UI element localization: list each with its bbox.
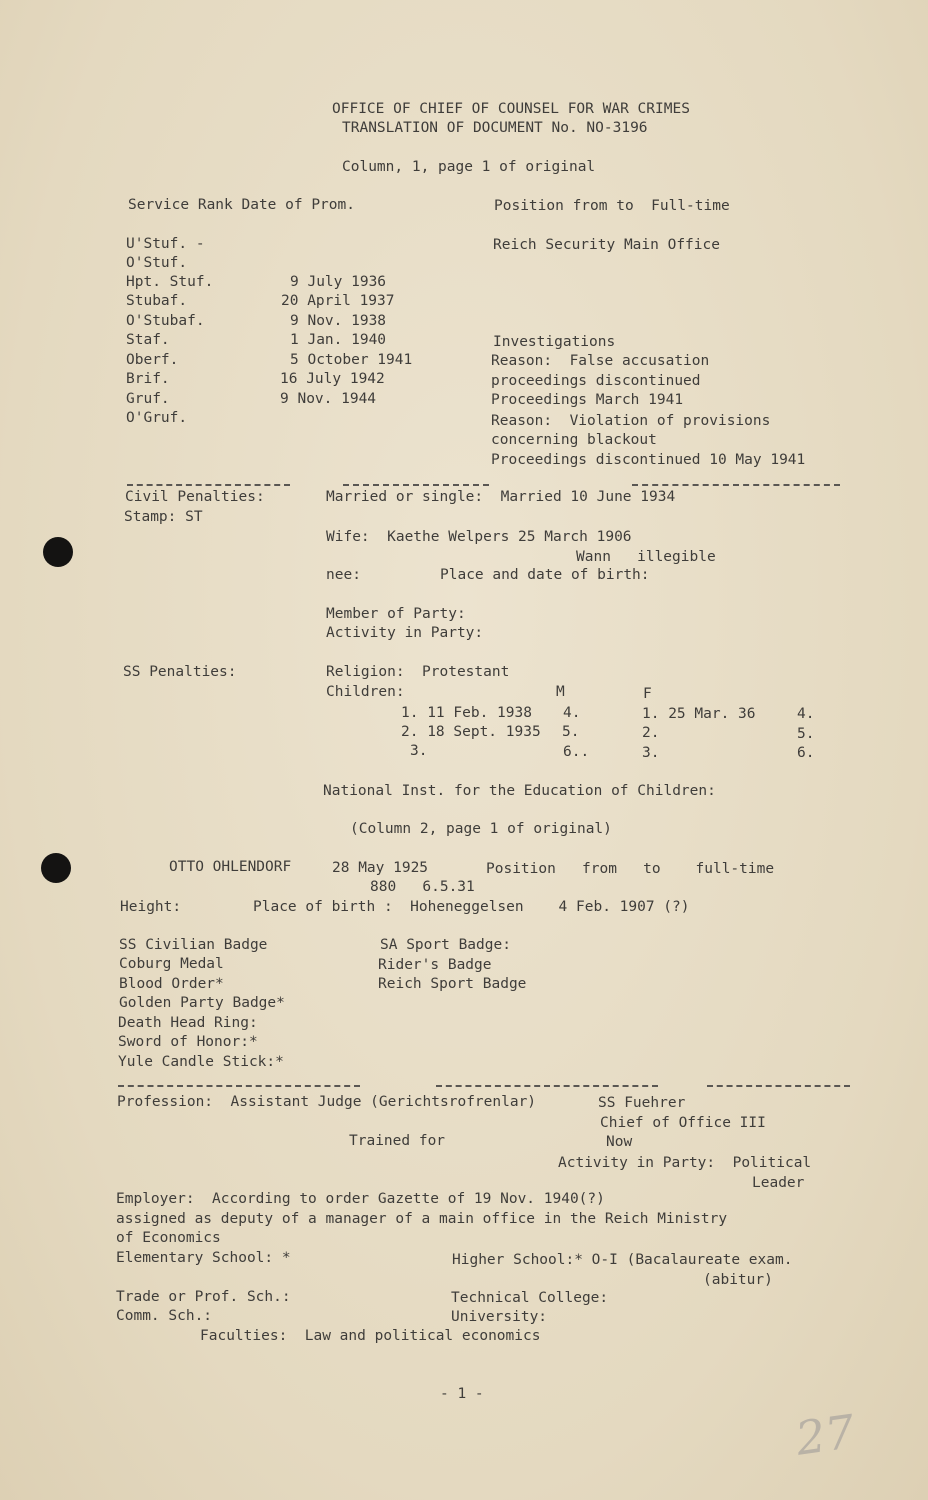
separator-line: [127, 484, 290, 486]
marital-status: Married or single: Married 10 June 1934: [326, 489, 676, 505]
nee-label: nee:: [326, 567, 361, 583]
position-value: Reich Security Main Office: [493, 237, 720, 253]
child-male-extra: 4.: [563, 705, 581, 721]
leader-label: Leader: [752, 1175, 805, 1191]
technical-college: Technical College:: [451, 1290, 609, 1306]
promotion-date: 9 Nov. 1938: [290, 313, 387, 329]
rank-item: Stubaf.: [126, 293, 188, 309]
civil-penalties-label: Civil Penalties:: [125, 489, 265, 505]
ss-title: SS Fuehrer: [598, 1095, 686, 1111]
promotion-date: 1 Jan. 1940: [290, 332, 387, 348]
investigation-line: proceedings discontinued: [491, 373, 701, 389]
investigation-line: Investigations: [493, 334, 616, 350]
child-female-row: 1. 25 Mar. 36: [642, 706, 756, 722]
female-column-header: F: [643, 686, 652, 702]
birth-line: Place of birth : Hoheneggelsen 4 Feb. 1907 (?): [253, 899, 690, 915]
rank-item: Hpt. Stuf.: [126, 274, 214, 290]
office-chief: Chief of Office III: [600, 1115, 766, 1131]
investigation-line: Reason: False accusation: [491, 353, 710, 369]
party-activity-line: Activity in Party: Political: [558, 1155, 812, 1171]
nee-value: Place and date of birth:: [440, 567, 650, 583]
badge-item: Death Head Ring:: [118, 1015, 258, 1031]
employer-line: Employer: According to order Gazette of 19 Nov. 1940(?): [116, 1191, 605, 1207]
national-institute-line: National Inst. for the Education of Children:: [323, 783, 716, 799]
badge-item: Golden Party Badge*: [119, 995, 285, 1011]
membership-numbers: 880 6.5.31: [370, 879, 475, 895]
now-label: Now: [606, 1134, 633, 1150]
punch-hole-top: [43, 537, 73, 567]
badge-item: Yule Candle Stick:*: [118, 1054, 284, 1070]
rank-item: O'Stubaf.: [126, 313, 205, 329]
profession-line: Profession: Assistant Judge (Gerichtsrofrenlar): [117, 1094, 537, 1110]
badge-item: Rider's Badge: [378, 957, 492, 973]
promotion-date: 9 Nov. 1944: [280, 391, 377, 407]
investigation-line: Reason: Violation of provisions: [491, 413, 771, 429]
investigation-line: Proceedings discontinued 10 May 1941: [491, 452, 806, 468]
investigation-line: Proceedings March 1941: [491, 392, 684, 408]
separator-line: [632, 484, 840, 486]
employer-line: of Economics: [116, 1230, 221, 1246]
promotion-date: 16 July 1942: [280, 371, 385, 387]
person-name: OTTO OHLENDORF: [169, 859, 292, 875]
commercial-school: Comm. Sch.:: [116, 1308, 213, 1324]
stamp-label: Stamp: ST: [124, 509, 203, 525]
religion-line: Religion: Protestant: [326, 664, 510, 680]
header-translation: TRANSLATION OF DOCUMENT No. NO-3196: [342, 120, 648, 136]
university: University:: [451, 1309, 548, 1325]
separator-line: [707, 1085, 850, 1087]
rank-item: O'Gruf.: [126, 410, 188, 426]
employer-line: assigned as deputy of a manager of a main office in the Reich Ministry: [116, 1211, 728, 1227]
child-female-extra: 4.: [797, 706, 815, 722]
ss-penalties-label: SS Penalties:: [123, 664, 237, 680]
child-female-extra: 5.: [797, 726, 815, 742]
child-male-extra: 6..: [563, 744, 590, 760]
service-heading: Service Rank Date of Prom.: [128, 197, 355, 213]
child-male-extra: 5.: [562, 724, 580, 740]
header-office: OFFICE OF CHIEF OF COUNSEL FOR WAR CRIMES: [332, 101, 690, 117]
rank-item: O'Stuf.: [126, 255, 188, 271]
promotion-date: 20 April 1937: [281, 293, 395, 309]
rank-item: Brif.: [126, 371, 170, 387]
badge-item: Blood Order*: [119, 976, 224, 992]
punch-hole-bottom: [41, 853, 71, 883]
separator-line: [436, 1085, 658, 1087]
party-member-label: Member of Party:: [326, 606, 466, 622]
rank-item: Staf.: [126, 332, 170, 348]
higher-school: Higher School:* O-I (Bacalaureate exam.: [452, 1252, 793, 1268]
elementary-school: Elementary School: *: [116, 1250, 291, 1266]
badge-item: Coburg Medal: [119, 956, 224, 972]
child-female-row: 3.: [642, 745, 660, 761]
column2-position-header: Position from to full-time: [486, 861, 775, 877]
male-column-header: M: [556, 684, 565, 700]
party-activity-label: Activity in Party:: [326, 625, 484, 641]
investigation-line: concerning blackout: [491, 432, 657, 448]
child-male-row: 2. 18 Sept. 1935: [401, 724, 541, 740]
promotion-date: 9 July 1936: [290, 274, 387, 290]
children-label: Children:: [326, 684, 405, 700]
badge-item: SA Sport Badge:: [380, 937, 511, 953]
rank-item: Gruf.: [126, 391, 170, 407]
wife-illegible: Wann illegible: [576, 549, 716, 565]
column-reference: Column, 1, page 1 of original: [342, 159, 596, 175]
trade-school: Trade or Prof. Sch.:: [116, 1289, 291, 1305]
position-heading: Position from to Full-time: [494, 198, 730, 214]
child-female-row: 2.: [642, 725, 660, 741]
separator-line: [118, 1085, 360, 1087]
child-male-row: 3.: [410, 743, 428, 759]
column2-reference: (Column 2, page 1 of original): [350, 821, 612, 837]
trained-for-label: Trained for: [349, 1133, 446, 1149]
rank-item: Oberf.: [126, 352, 179, 368]
badge-item: Sword of Honor:*: [118, 1034, 258, 1050]
badge-item: SS Civilian Badge: [119, 937, 268, 953]
abitur-note: (abitur): [703, 1272, 773, 1288]
height-label: Height:: [120, 899, 182, 915]
separator-line: [343, 484, 489, 486]
faculties-line: Faculties: Law and political economics: [200, 1328, 541, 1344]
page-number: - 1 -: [440, 1386, 484, 1402]
badge-item: Reich Sport Badge: [378, 976, 527, 992]
child-male-row: 1. 11 Feb. 1938: [401, 705, 532, 721]
handwritten-page-number: 27: [792, 1404, 859, 1466]
rank-item: U'Stuf. -: [126, 236, 205, 252]
promotion-date: 5 October 1941: [290, 352, 413, 368]
entry-date: 28 May 1925: [332, 860, 429, 876]
wife-line: Wife: Kaethe Welpers 25 March 1906: [326, 529, 632, 545]
child-female-extra: 6.: [797, 745, 815, 761]
